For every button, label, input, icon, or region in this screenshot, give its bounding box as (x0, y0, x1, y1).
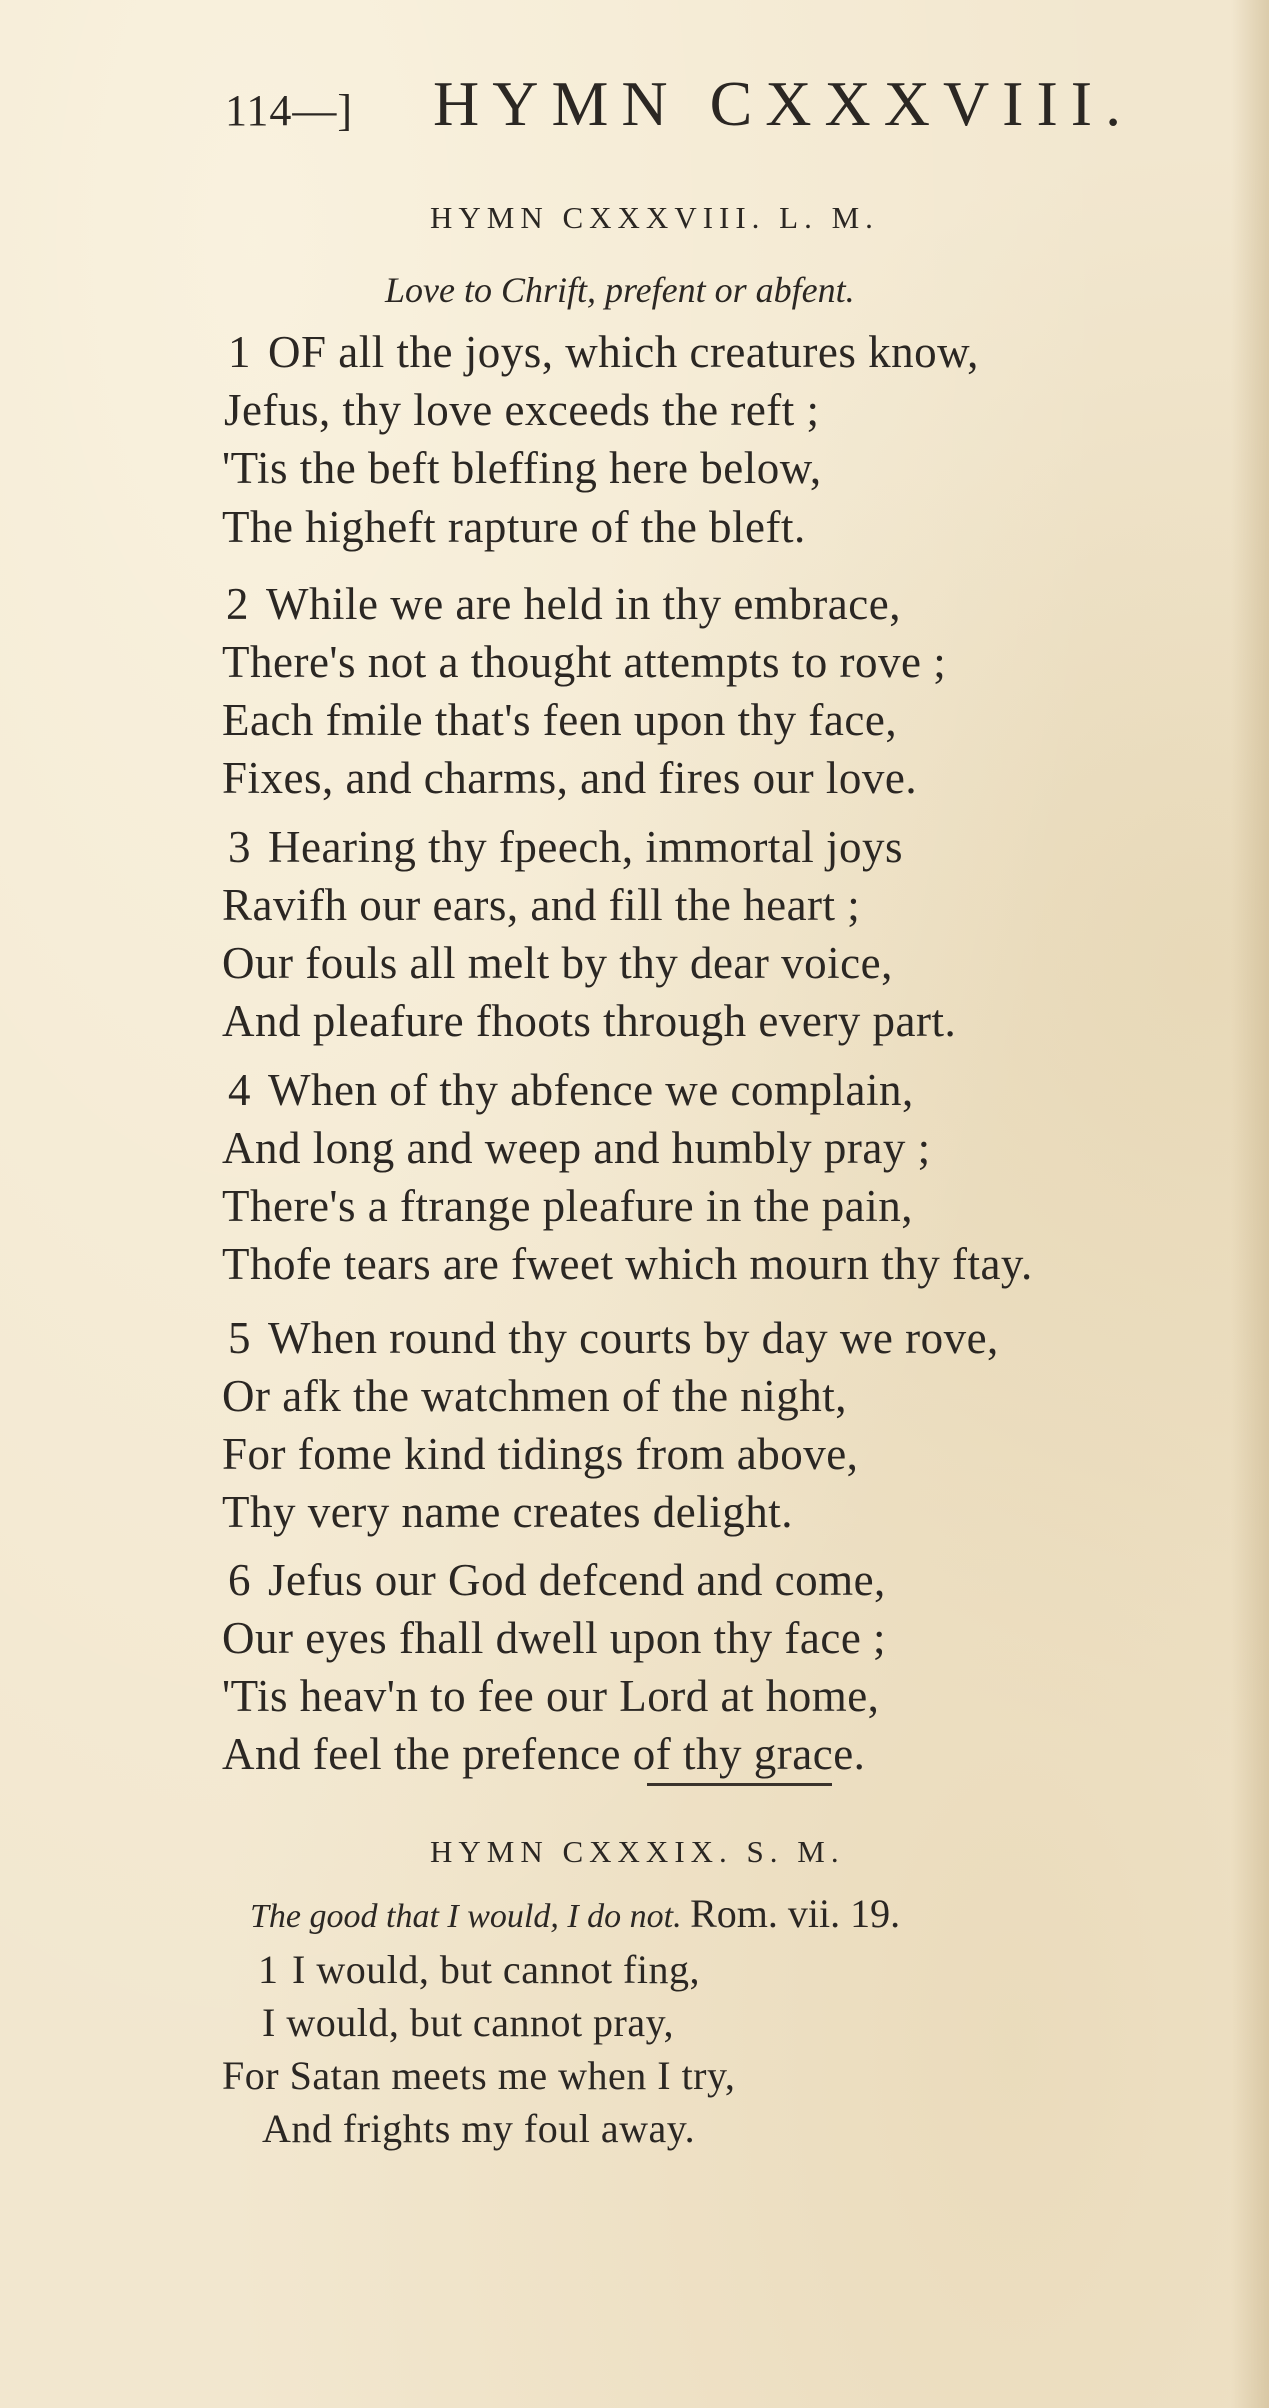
page-edge-shadow (1231, 0, 1269, 2408)
stanza-number: 5 (228, 1313, 251, 1363)
verse-line: 1 OF all the joys, which creatures know, (228, 327, 979, 377)
verse-line: Fixes, and charms, and fires our love. (222, 753, 918, 803)
verse-line: For Satan meets me when I try, (222, 2053, 736, 2098)
stanza-number: 2 (226, 579, 249, 629)
section-divider (647, 1783, 832, 1786)
verse-line: Our fouls all melt by thy dear voice, (222, 938, 893, 988)
running-head (225, 68, 1135, 139)
verse-line: And frights my foul away. (262, 2106, 696, 2151)
hymn-subtitle: The good that I would, I do not. Rom. vii. 19. (250, 1891, 901, 1936)
verse-line: Thy very name creates delight. (222, 1487, 794, 1537)
verse-line: Ravifh our ears, and fill the heart ; (222, 880, 861, 930)
stanza-number: 4 (228, 1065, 251, 1115)
verse-line: Jefus, thy love exceeds the reft ; (224, 385, 820, 435)
running-head-title: HYMN CXXXVIII. (433, 68, 1135, 139)
verse-line: 5 When round thy courts by day we rove, (228, 1313, 999, 1363)
verse-line: Or afk the watchmen of the night, (222, 1371, 848, 1421)
hymn-subtitle: Love to Chrift, prefent or abfent. (385, 270, 855, 310)
stanza-number: 1 (258, 1947, 279, 1992)
stanza-number: 6 (228, 1555, 251, 1605)
verse-line: 'Tis heav'n to fee our Lord at home, (222, 1671, 880, 1721)
verse-line: 'Tis the beft bleffing here below, (222, 443, 822, 493)
verse-line: There's not a thought attempts to rove ; (222, 637, 947, 687)
verse-line: Thofe tears are fweet which mourn thy ftay. (222, 1239, 1033, 1289)
hymn-heading: HYMN CXXXIX. S. M. (430, 1834, 845, 1869)
stanza-number: 3 (228, 822, 251, 872)
verse-line: 1 I would, but cannot fing, (258, 1947, 700, 1992)
verse-line: There's a ftrange pleafure in the pain, (222, 1181, 914, 1231)
verse-line: I would, but cannot pray, (262, 2000, 675, 2045)
verse-line: 6 Jefus our God defcend and come, (228, 1555, 886, 1605)
verse-line: The higheft rapture of the bleft. (222, 502, 806, 552)
verse-line: And long and weep and humbly pray ; (222, 1123, 931, 1173)
verse-line: 4 When of thy abfence we complain, (228, 1065, 914, 1115)
scripture-reference: Rom. vii. 19. (690, 1891, 901, 1936)
verse-line: Our eyes fhall dwell upon thy face ; (222, 1613, 887, 1663)
page-number: 114—] (225, 86, 354, 135)
stanza-number: 1 (228, 327, 251, 377)
verse-line: And pleafure fhoots through every part. (222, 996, 957, 1046)
verse-line: And feel the prefence of thy grace. (222, 1729, 866, 1779)
verse-line: 3 Hearing thy fpeech, immortal joys (228, 822, 904, 872)
hymn-heading: HYMN CXXXVIII. L. M. (430, 200, 879, 235)
verse-line: Each fmile that's feen upon thy face, (222, 695, 898, 745)
verse-line: 2 While we are held in thy embrace, (226, 579, 901, 629)
verse-line: For fome kind tidings from above, (222, 1429, 859, 1479)
